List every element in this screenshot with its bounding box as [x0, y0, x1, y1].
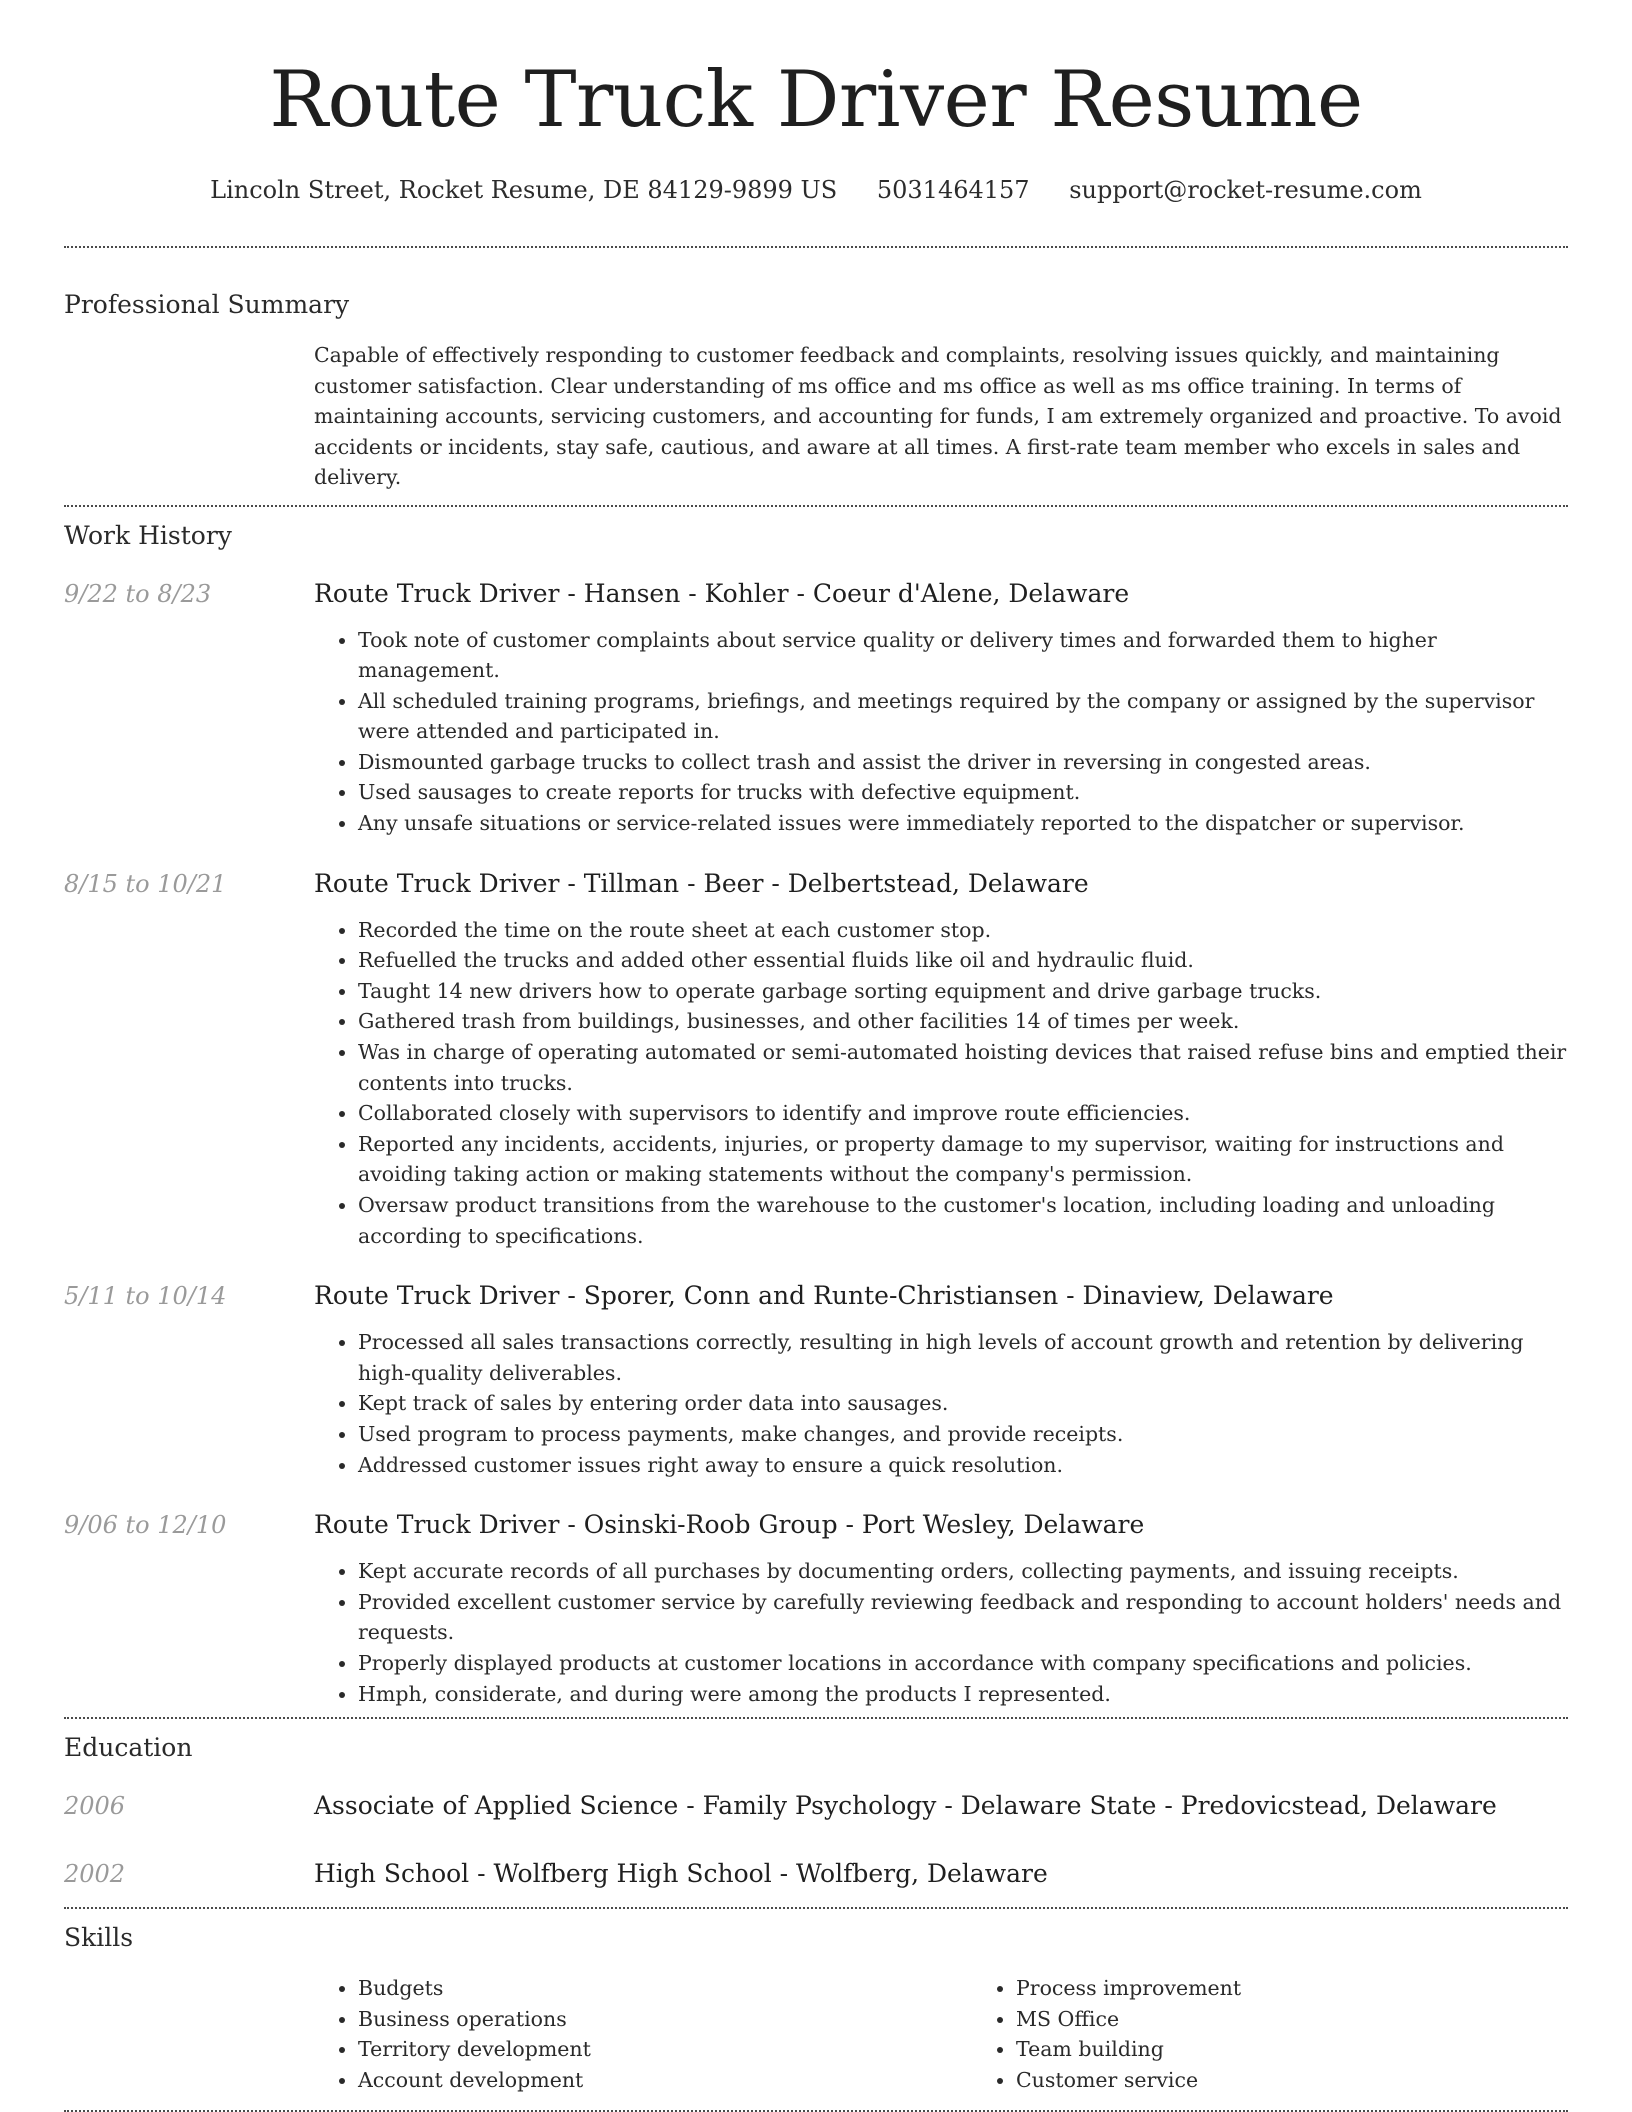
- resume-title: Route Truck Driver Resume: [269, 55, 1363, 145]
- education-section: [64, 1731, 1568, 1891]
- job-bullet: • Took note of customer complaints about service quality or delivery times and forwarded them to higher management.: [358, 625, 1568, 686]
- job-title: Route Truck Driver - Sporer, Conn and Runte-Christiansen - Dinaview, Delaware: [314, 1281, 1334, 1311]
- summary-section: [64, 288, 1568, 493]
- divider: [64, 246, 1568, 248]
- job-bullet: • Addressed customer issues right away to ensure a quick resolution.: [358, 1450, 1568, 1481]
- summary-heading: Professional Summary: [64, 290, 350, 319]
- education-year: 2006: [64, 1792, 126, 1821]
- job-bullet: • Dismounted garbage trucks to collect trash and assist the driver in reversing in congested areas.: [358, 747, 1568, 778]
- job-dates: 9/06 to 12/10: [64, 1511, 227, 1540]
- education-heading: Education: [64, 1733, 193, 1763]
- job-bullet: • Gathered trash from buildings, businesses, and other facilities 14 of times per week.: [358, 1006, 1568, 1037]
- skill-item: • Budgets: [358, 1973, 972, 2004]
- job-bullet: • Kept track of sales by entering order data into sausages.: [358, 1388, 1568, 1419]
- education-year: 2002: [64, 1860, 126, 1889]
- job-bullet: • Was in charge of operating automated or semi-automated hoisting devices that raised refuse bins and emptied their contents into trucks.: [358, 1037, 1568, 1098]
- resume-page: [64, 0, 1568, 2112]
- job-bullet: • Any unsafe situations or service-related issues were immediately reported to the dispatcher or supervisor.: [358, 808, 1568, 839]
- job-title: Route Truck Driver - Tillman - Beer - Delbertstead, Delaware: [314, 868, 1089, 898]
- job-title: Route Truck Driver - Hansen - Kohler - Coeur d'Alene, Delaware: [314, 578, 1130, 608]
- job-title: Route Truck Driver - Osinski-Roob Group - Port Wesley, Delaware: [314, 1510, 1145, 1540]
- job-bullet: • Hmph, considerate, and during were among the products I represented.: [358, 1679, 1568, 1710]
- job-bullet: • Reported any incidents, accidents, injuries, or property damage to my supervisor, waiting for instructions and avoiding taking action or making statements without the company's permission.: [358, 1129, 1568, 1190]
- divider: [64, 505, 1568, 507]
- skill-item: • Team building: [1016, 2034, 1630, 2065]
- skills-section: [64, 1921, 1568, 2095]
- job-entry: [64, 867, 1568, 1252]
- skills-heading: Skills: [64, 1923, 134, 1953]
- divider: [64, 1717, 1568, 1719]
- job-entry: [64, 1279, 1568, 1480]
- job-bullet: • Used program to process payments, make changes, and provide receipts.: [358, 1419, 1568, 1450]
- education-entry: [64, 1857, 1568, 1891]
- job-bullet: • Collaborated closely with supervisors to identify and improve route efficiencies.: [358, 1098, 1568, 1129]
- skill-item: • Business operations: [358, 2004, 972, 2035]
- contact-address: Lincoln Street, Rocket Resume, DE 84129-9899 US: [210, 176, 838, 204]
- job-dates: 8/15 to 10/21: [64, 869, 227, 898]
- divider: [64, 2110, 1568, 2112]
- work-history-section: [64, 519, 1568, 1710]
- job-dates: 9/22 to 8/23: [64, 579, 212, 608]
- job-dates: 5/11 to 10/14: [64, 1282, 227, 1311]
- job-bullet: • Used sausages to create reports for trucks with defective equipment.: [358, 777, 1568, 808]
- divider: [64, 1907, 1568, 1909]
- education-title: Associate of Applied Science - Family Psychology - Delaware State - Predovicstead, Delaware: [314, 1791, 1497, 1821]
- contact-email: support@rocket-resume.com: [1069, 176, 1422, 204]
- job-bullet: • Recorded the time on the route sheet at each customer stop.: [358, 915, 1568, 946]
- contact-phone: 5031464157: [876, 176, 1030, 204]
- skill-item: • Process improvement: [1016, 1973, 1630, 2004]
- skills-list-left: [314, 1973, 972, 2095]
- education-title: High School - Wolfberg High School - Wolfberg, Delaware: [314, 1859, 1048, 1889]
- job-entry: [64, 577, 1568, 839]
- job-entry: [64, 1508, 1568, 1709]
- skill-item: • MS Office: [1016, 2004, 1630, 2035]
- job-bullet: • Processed all sales transactions correctly, resulting in high levels of account growth and retention by delivering high-quality deliverables.: [358, 1327, 1568, 1388]
- skill-item: • Territory development: [358, 2034, 972, 2065]
- job-bullet: • Taught 14 new drivers how to operate garbage sorting equipment and drive garbage trucks.: [358, 976, 1568, 1007]
- summary-text: Capable of effectively responding to customer feedback and complaints, resolving issues quickly, and maintaining customer satisfaction. Clear understanding of ms office and ms office as well as ms office training. In terms of maintaining accounts, servicing customers, and accounting for funds, I am extremely organized and proactive. To avoid accidents or incidents, stay safe, cautious, and aware at all times. A first-rate team member who excels in sales and delivery.: [314, 343, 1562, 489]
- job-bullet: • Kept accurate records of all purchases by documenting orders, collecting payments, and issuing receipts.: [358, 1556, 1568, 1587]
- skill-item: • Account development: [358, 2065, 972, 2096]
- contact-line: [64, 174, 1568, 206]
- work-history-heading: Work History: [64, 520, 232, 550]
- skills-list-right: [972, 1973, 1630, 2095]
- job-bullet: • Oversaw product transitions from the warehouse to the customer's location, including loading and unloading according to specifications.: [358, 1190, 1568, 1251]
- education-entry: [64, 1789, 1568, 1823]
- job-bullet: • All scheduled training programs, briefings, and meetings required by the company or assigned by the supervisor were attended and participated in.: [358, 686, 1568, 747]
- skill-item: • Customer service: [1016, 2065, 1630, 2096]
- job-bullet: • Provided excellent customer service by carefully reviewing feedback and responding to account holders' needs and requests.: [358, 1587, 1568, 1648]
- job-bullet: • Properly displayed products at customer locations in accordance with company specifications and policies.: [358, 1648, 1568, 1679]
- job-bullet: • Refuelled the trucks and added other essential fluids like oil and hydraulic fluid.: [358, 945, 1568, 976]
